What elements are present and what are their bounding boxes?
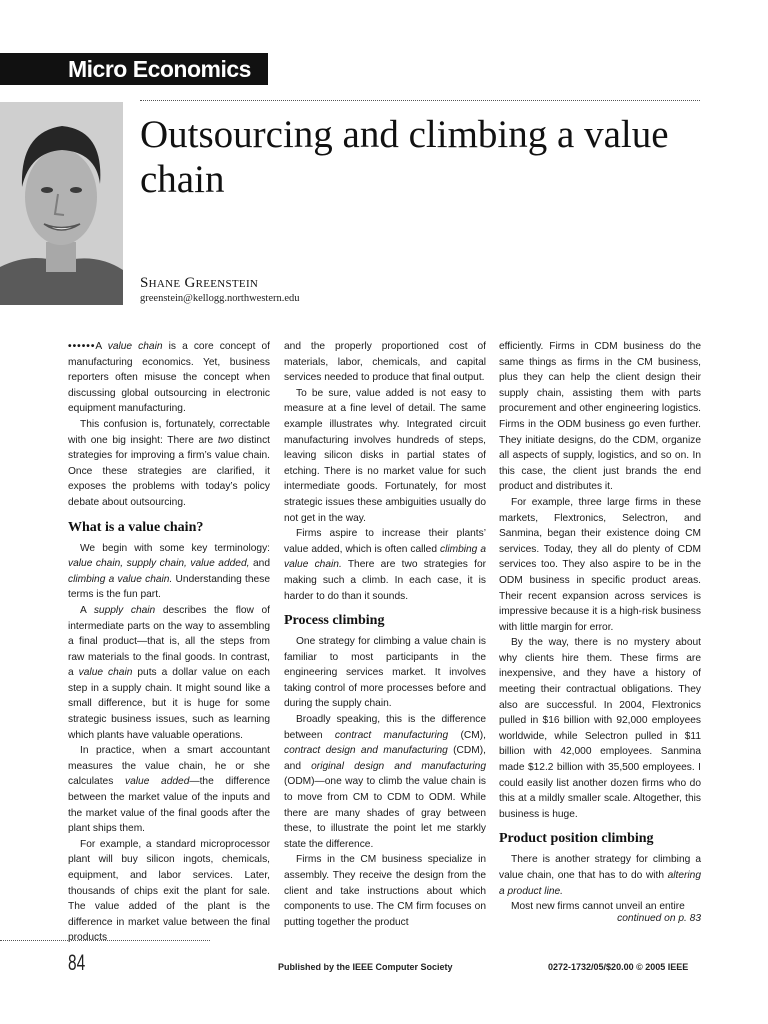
paragraph: We begin with some key terminology: value chain, supply chain, value added, and climbing a value chain. Understanding these terms is the fun part.: [68, 542, 271, 601]
text-column-3: [499, 339, 701, 915]
paragraph: By the way, there is no mystery about why clients hire them. These firms are inexpensive, and they have a history of meeting their contractual obligations. They also are successful. In 2004, Flextronics pulled in $16 billion with 92,000 employees worldwide, while Selectron pulled in $11 billion with 42,000 employees. Sanmina made $12.2 billion with 35,500 employees. I could easily list another dozen firms who do this at a mildly smaller scale. Altogether, this business is huge.: [499, 637, 701, 820]
paragraph: Most new firms cannot unveil an entire: [511, 901, 685, 913]
section-heading: What is a value chain?: [68, 519, 204, 535]
author-email: greenstein@kellogg.northwestern.edu: [140, 293, 300, 304]
paragraph: Broadly speaking, this is the difference between contract manufacturing (CM), contract design and manufacturing (CDM), and original design and manufacturing (ODM)—one way to climb the value chain is to move from CM to CDM to ODM. While there are many shades of gray between these, to illustrate the point let me starkly state the difference.: [284, 714, 486, 850]
copyright-code: 0272-1732/05/$20.00 © 2005 IEEE: [548, 962, 689, 972]
continued-note: continued on p. 83: [617, 913, 701, 924]
paragraph: Firms in the CM business specialize in assembly. They receive the design from the client and take instructions about which components to use. The CM firm focuses on putting together the product: [284, 854, 486, 928]
paragraph: and the properly proportioned cost of materials, labor, chemicals, and capital services needed to produce that final output.: [284, 341, 486, 384]
paragraph: efficiently. Firms in CDM business do the same things as firms in the CM business, plus they can help the client design their supply chain, assisting them with parts procurement and other engineering logistics. Firms in the ODM business go even further. They initiate designs, do the CDM, organize all aspects of supply, logistics, and so on. In this case, the client just brands the end product and distributes it.: [499, 341, 701, 493]
page-number: 84: [68, 950, 86, 975]
section-heading: Product position climbing: [499, 831, 654, 847]
section-label: Micro Economics: [0, 53, 268, 85]
paragraph: To be sure, value added is not easy to measure at a fine level of detail. The same example illustrates why. Integrated circuit manufacturing involves hundreds of steps, leaving silicon disks in partial states of etching. There is no market value for such intermediate goods. Fortunately, for most strategic issues these ambiguities usually do not get in the way.: [284, 387, 486, 524]
paragraph: A supply chain describes the flow of intermediate parts on the way to assembling a final product—that is, all the steps from raw materials to the final goods. In contrast, a value chain puts a dollar value on each step in a supply chain. It might sound like a small difference, but it is huge for some strategic business issues, such as learning which plants have valuable operations.: [68, 604, 270, 741]
text-column-2: [284, 339, 486, 930]
paragraph: For example, a standard microprocessor plant will buy silicon ingots, chemicals, equipment, and labor services. Later, thousands of chips exit the plant for sale. The value added of the plant is the difference in market value between the final products: [68, 838, 270, 944]
paragraph: Firms aspire to increase their plants’ value added, which is often called climbing a value chain. There are two strategies for making such a climb. In each case, it is harder to do than it sounds.: [284, 528, 487, 602]
article-title: Outsourcing and climbing a value chain: [140, 113, 669, 201]
paragraph: ••••••A value chain is a core concept of manufacturing economics. Yet, business reporters often misuse the concept when discussing global outsourcing in electronic equipment manufacturing.: [68, 341, 270, 415]
paragraph: There is another strategy for climbing a value chain, one that has to do with altering a product line.: [499, 854, 701, 897]
paragraph: In practice, when a smart accountant measures the value chain, he or she calculates value added—the difference between the market value of the inputs and the market value of the final goods after the plant ships them.: [68, 745, 270, 835]
lead-dots: ••••••: [68, 341, 96, 352]
text-column-1: [68, 339, 270, 946]
paragraph: For example, three large firms in these markets, Flextronics, Selectron, and Sanmina, began their existence doing CM services. Today, they all do plenty of CDM services too. They also aspire to be in the ODM business in specific product areas. Their recent expansion across services is impressive because it is a high-risk business with little margin for error.: [499, 496, 701, 633]
footer-divider: [0, 940, 210, 941]
author-photo: [0, 102, 123, 305]
paragraph: One strategy for climbing a value chain is familiar to most participants in the engineering services market. It involves taking control of more processes before and during the supply chain.: [284, 636, 486, 710]
header-divider: [140, 100, 700, 101]
section-heading: Process climbing: [284, 613, 385, 629]
paragraph: This confusion is, fortunately, correctable with one big insight: There are two distinct strategies for improving a firm’s value chain. Once these strategies are clarified, it exposes the problems with today’s policy debate about outsourcing.: [68, 418, 270, 508]
publisher-line: Published by the IEEE Computer Society: [278, 962, 453, 972]
author-name: Shane Greenstein: [140, 275, 259, 291]
